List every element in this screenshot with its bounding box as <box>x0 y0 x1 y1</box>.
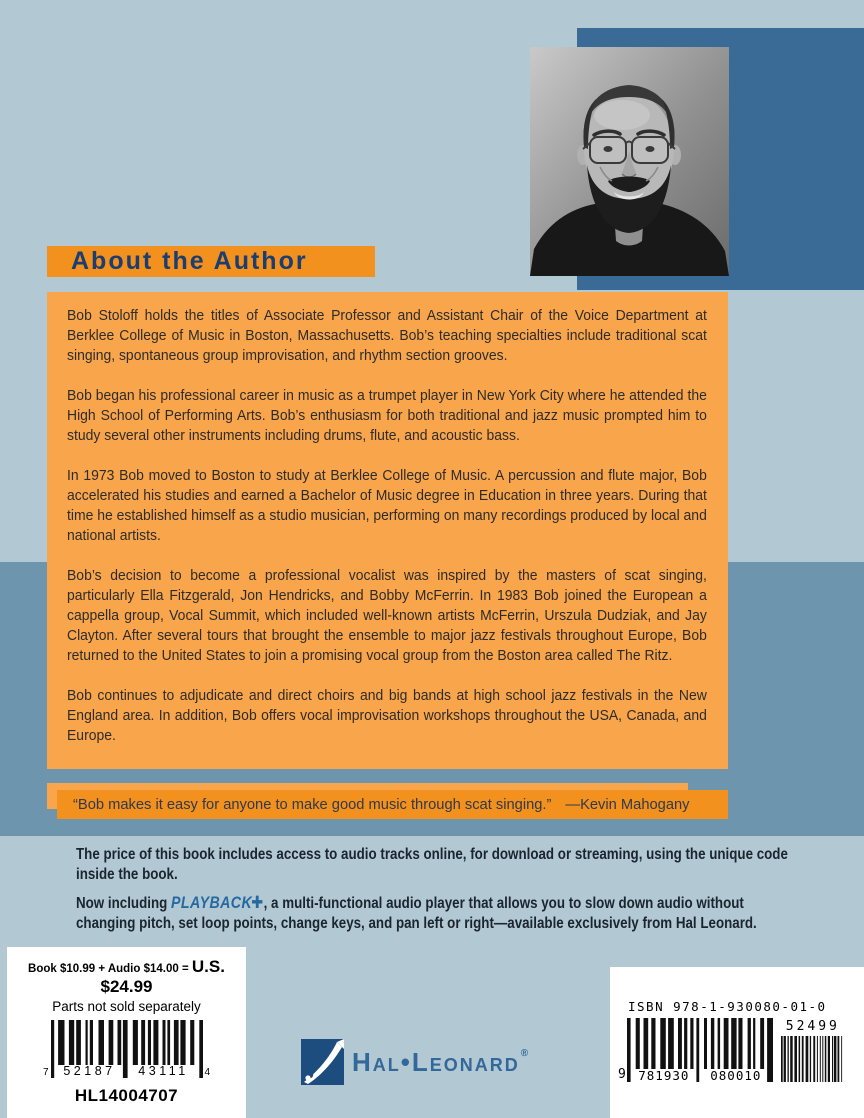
section-title: About the Author <box>71 247 308 275</box>
ean-digits-left: 781930 <box>635 1069 693 1082</box>
barcode-bars <box>781 1036 845 1082</box>
supplement-digits: 52499 <box>785 1019 840 1034</box>
about-paragraph-3: In 1973 Bob moved to Boston to study at Berklee College of Music. A percussion and flute major, Bob accelerated his studies and earned a Bachelor of Music degree in Education in three years. During that time he established himself as a studio musician, performing on many recordings produced by local and national artists. <box>67 467 707 544</box>
playback-wordmark: PLAYBACK <box>170 893 253 912</box>
isbn-label: ISBN 978-1-930080-01-0 <box>628 999 827 1014</box>
upc-digits-left: 52187 <box>59 1065 121 1078</box>
pricing-note-line1: The price of this book includes access to audio tracks online, for download or streaming, using the unique code inside the book. <box>76 846 788 883</box>
about-paragraph-1: Bob Stoloff holds the titles of Associate Professor and Assistant Chair of the Voice Department at Berklee College of Music in Boston, Massachusetts. Bob’s teaching specialties include traditional scat singing, spontaneous group improvisation, and rhythm section grooves. <box>67 307 707 364</box>
upc-bars-area <box>51 1020 203 1078</box>
hal-leonard-wordmark: Hal•Leonard <box>352 1046 520 1077</box>
hl-catalog-number: HL14004707 <box>74 1086 179 1105</box>
pricing-note-line2 <box>76 893 794 933</box>
quote-text: “Bob makes it easy for anyone to make good music through scat singing.” <box>73 796 552 813</box>
ean-left-digit: 9 <box>618 1067 626 1082</box>
upc-right-digit: 4 <box>204 1067 211 1078</box>
plus-icon: ✚ <box>251 893 264 913</box>
ean-barcode <box>618 1018 864 1082</box>
price-line <box>7 958 246 997</box>
hal-leonard-mark-icon <box>301 1039 344 1085</box>
parts-note: Parts not sold separately <box>52 999 201 1014</box>
registered-mark: ® <box>520 1047 529 1059</box>
upc-digits-right: 43111 <box>133 1065 195 1078</box>
about-paragraph-4: Bob’s decision to become a professional vocalist was inspired by the masters of scat singing, particularly Ella Fitzgerald, Jon Hendricks, and Bobby McFerrin. In 1983 Bob joined the European a cappella group, Vocal Summit, which included well-known artists McFerrin, Urszula Dudziak, and Jay Clayton. After several tours that brought the ensemble to major jazz festivals throughout Europe, Bob returned to the United States to join a promising vocal group from the Boston area called The Ritz. <box>67 567 707 664</box>
about-text <box>67 306 707 746</box>
ean-bars-area <box>627 1018 773 1082</box>
ean-supplement <box>781 1019 845 1082</box>
upc-left-digit: 7 <box>42 1067 49 1078</box>
isbn-barcode-box <box>610 967 864 1118</box>
author-photo <box>530 47 729 276</box>
ean-digits-right: 080010 <box>707 1069 765 1082</box>
price-total: U.S. $24.99 <box>100 957 225 996</box>
pricing-note-suffix: , a multi-functional audio player that allows you to slow down audio without changing pitch, set loop points, change keys, and pan left or right—available exclusively from Hal Leonard. <box>76 895 757 932</box>
price-breakdown: Book $10.99 + Audio $14.00 = <box>28 963 192 975</box>
about-text-box <box>47 292 728 769</box>
about-paragraph-5: Bob continues to adjudicate and direct choirs and big bands at high school jazz festivals in the New England area. In addition, Bob offers vocal improvisation workshops throughout the USA, Canada, and Europe. <box>67 687 707 744</box>
about-the-author-header <box>47 246 375 277</box>
upc-barcode <box>7 1020 246 1078</box>
playback-plus-logo <box>171 893 264 912</box>
hal-leonard-logo <box>301 1039 528 1085</box>
quote-bar <box>57 790 728 819</box>
pricing-note-prefix: Now including <box>76 895 171 912</box>
price-barcode-box <box>7 947 246 1118</box>
pricing-note <box>76 845 794 942</box>
quote-line <box>57 797 690 813</box>
about-paragraph-2: Bob began his professional career in music as a trumpet player in New York City where he attended the High School of Performing Arts. Bob’s enthusiasm for both traditional and jazz music prompted him to study several other instruments including drums, flute, and acoustic bass. <box>67 387 707 444</box>
quote-attribution: —Kevin Mahogany <box>565 796 690 813</box>
